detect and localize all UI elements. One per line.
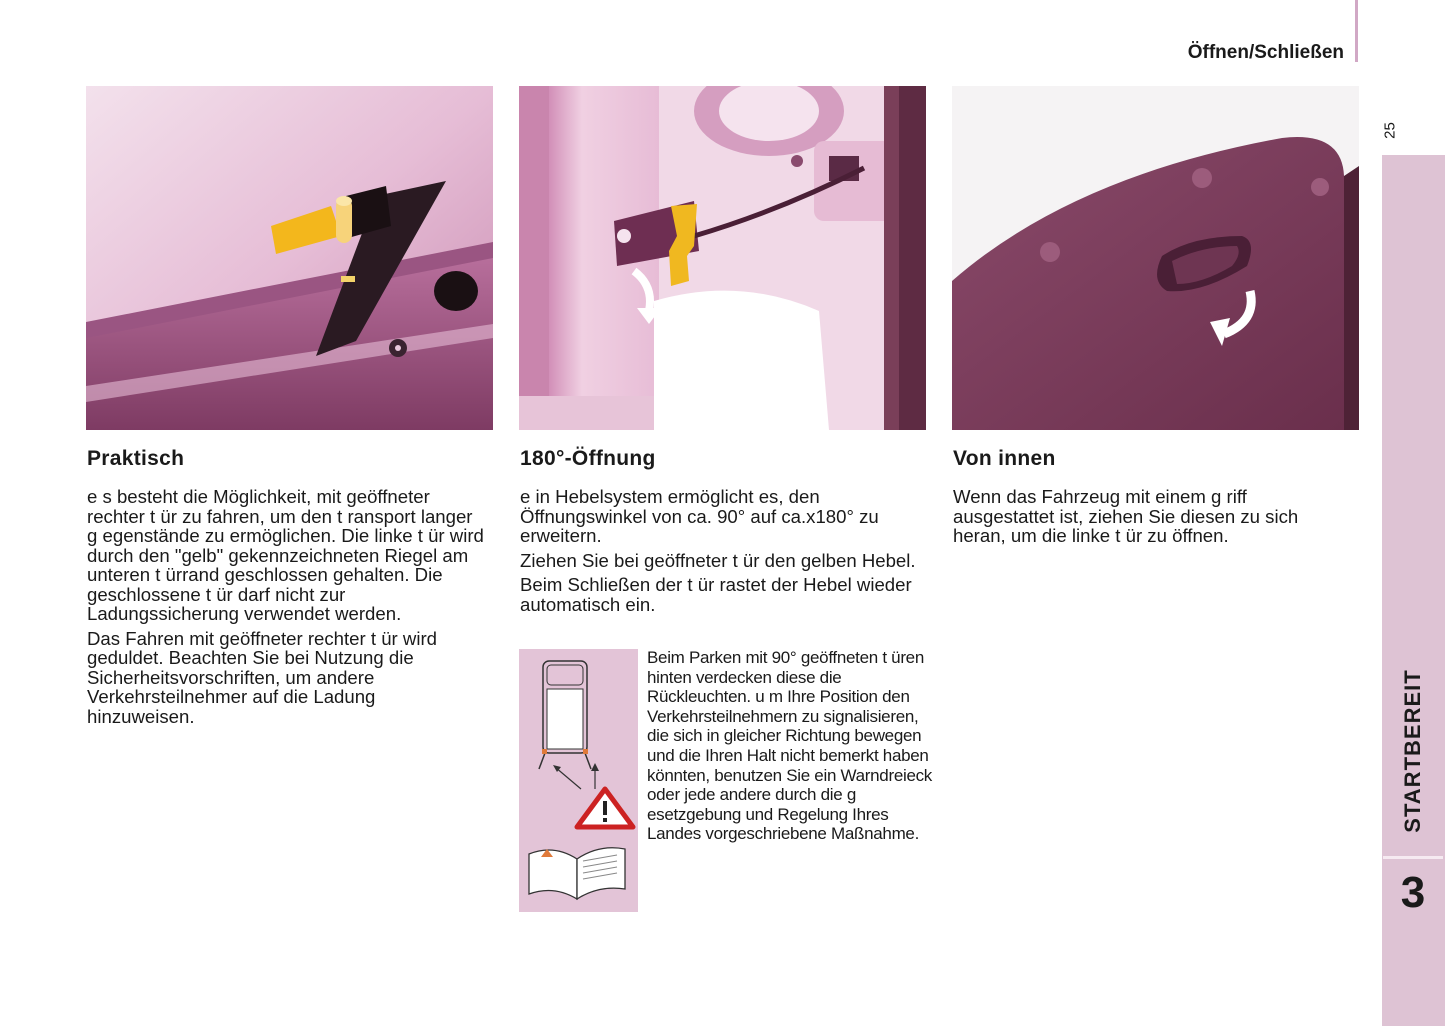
heading-praktisch: Praktisch — [87, 447, 185, 470]
paragraph: Wenn das Fahrzeug mit einem g riff ausgestattet ist, ziehen Sie diesen zu sich heran, um die linke t ür zu öffnen. — [953, 486, 1299, 546]
column-praktisch-text — [87, 487, 487, 731]
open-book-icon — [529, 848, 625, 899]
parking-note-text: Beim Parken mit 90° geöffneten t üren hinten verdecken diese die Rückleuchten. u m Ihre Position den Verkehrsteilnehmern zu signalisieren, die sich in gleicher Richtung bewegen und die Ihren Halt nicht bemerkt haben könnten, benutzen Sie ein Warndreieck oder jede andere durch die g esetzgebung und Regelung Ihres Landes vorgeschriebene Maßnahme. — [647, 648, 933, 844]
warning-triangle-icon — [577, 789, 633, 827]
parking-warning-illustration — [519, 649, 638, 912]
paragraph: Ziehen Sie bei geöffneter t ür den gelben Hebel. — [520, 549, 916, 571]
paragraph: Das Fahren mit geöffneter rechter t ür wird geduldet. Beachten Sie bei Nutzung die Sicherheitsvorschriften, um andere Verkehrsteilnehmer auf die Ladung hinzuweisen. — [87, 627, 437, 727]
column-von-innen-text — [953, 487, 1353, 551]
page-number: 25 — [1381, 122, 1399, 139]
column-180-text — [520, 487, 920, 619]
chapter-tab-rule — [1383, 856, 1443, 859]
paragraph: Beim Schließen der t ür rastet der Hebel wieder automatisch ein. — [520, 574, 912, 615]
paragraph: e s besteht die Möglichkeit, mit geöffneter rechter t ür zu fahren, um den t ransport langer g egenstände zu ermöglichen. Die linke t ür wird durch den "gelb" gekennzeichneten Riegel am unteren t ürrand geschlossen gehalten. Die geschlossene t ür darf nicht zur Ladungssicherung verwendet werden. — [87, 486, 484, 624]
yellow-latch-illustration — [86, 86, 493, 430]
van-top-view-icon — [539, 661, 591, 769]
paragraph: e in Hebelsystem ermöglicht es, den Öffnungswinkel von ca. 90° auf ca.x180° zu erweitern. — [520, 486, 879, 546]
header-rule — [1355, 0, 1358, 62]
section-title: Öffnen/Schließen — [1187, 42, 1344, 63]
chapter-label — [1383, 660, 1443, 842]
chapter-number: 3 — [1400, 868, 1426, 917]
chapter-label-text: STARTBEREIT — [1400, 669, 1425, 833]
heading-180-oeffnung: 180°-Öffnung — [520, 447, 656, 470]
interior-handle-illustration — [952, 86, 1359, 430]
hinge-lever-illustration — [519, 86, 926, 430]
heading-von-innen: Von innen — [953, 447, 1056, 470]
